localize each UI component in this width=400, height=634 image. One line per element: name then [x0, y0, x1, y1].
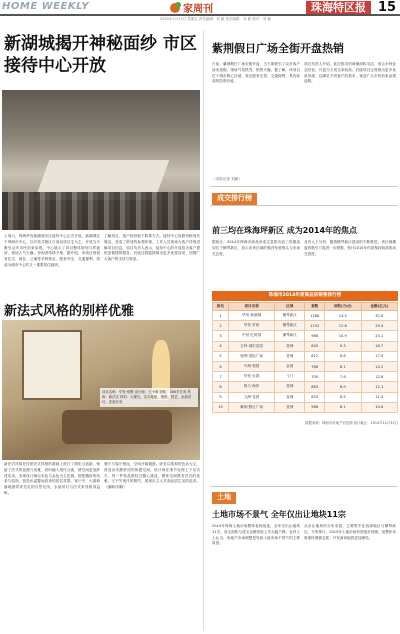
- column-header: 区域: [275, 303, 305, 311]
- rank-body-col2: 业内人士分析，随着横琴新区建设的不断推进，该区域楼盘的吸引力将进一步增强，预计2015年仍将保持较高的成交热度。: [304, 240, 396, 256]
- table-cell: 18.7: [361, 341, 398, 351]
- table-cell: 3: [213, 331, 229, 341]
- table-cell: 6.5: [325, 392, 361, 402]
- table-cell: 29.4: [361, 321, 398, 331]
- table-cell: 格力·海岸: [228, 382, 274, 392]
- table-cell: 705: [305, 372, 325, 382]
- table-cell: 中海·观园: [228, 361, 274, 371]
- table-cell: 7.6: [325, 372, 361, 382]
- table-cell: 横琴新区: [275, 311, 305, 321]
- table-cell: 7: [213, 372, 229, 382]
- dateline: 2015年1月23日 星期五 责任编辑：刘 颖 美术编辑：刘 颖 校对：刘 颖: [160, 17, 271, 21]
- table-cell: 紫荆·假日广场: [228, 402, 274, 412]
- rank-headline: 前三均在珠海坪新区 成为2014年的焦点: [212, 226, 358, 235]
- table-cell: 10.6: [361, 402, 398, 412]
- table-cell: 金湾: [275, 361, 305, 371]
- table-cell: 6: [213, 361, 229, 371]
- table-cell: 9: [213, 392, 229, 402]
- home-logo-icon: [170, 3, 180, 13]
- table-cell: 6.1: [325, 402, 361, 412]
- table-cell: 横琴新区: [275, 331, 305, 341]
- table-cell: 12.8: [325, 321, 361, 331]
- table-source-note: 数据来源：珠海市房地产信息网 统计截止：2014年12月31日: [305, 421, 398, 425]
- table-cell: 17.9: [361, 351, 398, 361]
- column-header: 项目名称: [228, 303, 274, 311]
- table-cell: 14.2: [361, 361, 398, 371]
- table-cell: 保利·国际广场: [228, 351, 274, 361]
- newspaper-name: 珠海特区报: [306, 1, 371, 14]
- table-header-row: [213, 303, 398, 311]
- table-cell: 华发·首府: [228, 321, 274, 331]
- table-cell: 6.9: [325, 382, 361, 392]
- table-row: [213, 382, 398, 392]
- section-logo: [170, 1, 213, 14]
- table-row: [213, 351, 398, 361]
- table-cell: 1102: [305, 321, 325, 331]
- table-row: [213, 331, 398, 341]
- column-header: 金额(亿元): [361, 303, 398, 311]
- land-body-col2: 从出让地块的分布来看，主要集中在西部地区与横琴新区。专家预计，2015年土地市场有望逐步回暖，但整体仍将保持谨慎态度，开发商拿地将更加理性。: [304, 524, 396, 540]
- table-row: [213, 372, 398, 382]
- table-cell: 8.1: [325, 361, 361, 371]
- table-cell: 香洲: [275, 382, 305, 392]
- table-cell: 663: [305, 382, 325, 392]
- lead-body-col2: 了解项目，客户纷纷留下联系方式。接待中心装修风格现代简洁，营造了舒适的参观环境，工作人员现场为客户详细讲解项目信息。项目负责人表示，接待中心的开放将为客户提供更便捷的服务，后续还将陆续推出更多优惠活动，回馈广大客户的支持与厚爱。: [104, 234, 200, 262]
- table-cell: 1: [213, 311, 229, 321]
- table-cell: 斗门: [275, 372, 305, 382]
- table-cell: 845: [305, 341, 325, 351]
- table-cell: 10.9: [325, 331, 361, 341]
- rank-body-col1: 据统计，2014年珠海市商品房成交量排名前三的楼盘均位于横琴新区，显示出该区域的强劲发展势头与市场关注度。: [212, 240, 300, 256]
- plaza-body-col1: 日前，紫荆假日广场全街开盘，当天即吸引了众多客户前来选购，现场气氛热烈，销售火爆。据了解，该项目位于城市核心区域，周边配套完善，交通便利，具有较高的投资价值。: [212, 62, 300, 84]
- table-cell: 11.4: [361, 392, 398, 402]
- interior-sofa: [62, 410, 172, 444]
- page-number: 15: [378, 0, 397, 15]
- villa-body-col2: 餐厅与客厅相连，空间开阔通透。卧室以柔和的色彩为主，营造出安静舒适的休憩空间。设计师在细节处理上下足功夫，每一件饰品都经过精心挑选，整体空间既有法式的优雅，又不失现代的简约，展现出主人对高品质生活的追求。（编辑/刘颖）: [104, 462, 200, 490]
- table-cell: 1286: [305, 311, 325, 321]
- table-cell: 812: [305, 351, 325, 361]
- table-cell: 8: [213, 382, 229, 392]
- rank-table-title: 珠海市2014年度商品房销售排行榜: [212, 291, 398, 301]
- table-cell: 万科·城市花园: [228, 341, 274, 351]
- land-headline: 土地市场不景气 全年仅出让地块11宗: [212, 510, 346, 519]
- interior-window: [22, 330, 82, 400]
- column-header: 套数: [305, 303, 325, 311]
- table-row: [213, 321, 398, 331]
- table-cell: 12.8: [361, 372, 398, 382]
- table-row: [213, 402, 398, 412]
- table-cell: 768: [305, 361, 325, 371]
- table-cell: 32.6: [361, 311, 398, 321]
- lead-body-col1: 上周六，珠海华发新湖城市区接待中心正式开放。新湖城位于珠海市中心，以开放式街区与高品质住宅为主，开放当天吸引众多市民前来参观。中心展示了项目整体规划与样板房，现场人气火爆，咨询者络绎不绝。据介绍，该项目规划有住宅、商业、公寓等多种物业，配套齐全，交通便利，将成为城市中心的又一重要居住板块。: [4, 234, 100, 267]
- table-cell: 横琴新区: [275, 321, 305, 331]
- exhibition-photo: [2, 90, 200, 230]
- table-cell: 620: [305, 392, 325, 402]
- table-cell: 25.1: [361, 331, 398, 341]
- villa-body-col1: 新法式风格在传统法式风格的基础上进行了简化与创新，保留了法式的浪漫与优雅，同时融入现代元素，使空间更加舒适实用。本案设计师以米色与金色为主色调，搭配精致的线条与装饰，营造出温馨而高贵的居住氛围。客厅中，大面积落地窗带来充足的自然光线，水晶吊灯与法式家具相得益彰。: [4, 462, 100, 495]
- table-row: [213, 361, 398, 371]
- column-header: 面积(万㎡): [325, 303, 361, 311]
- table-cell: 8.6: [325, 351, 361, 361]
- table-cell: 华发·水郡: [228, 372, 274, 382]
- table-cell: 香洲: [275, 392, 305, 402]
- visitor-crowd: [2, 192, 200, 230]
- section-divider: [210, 205, 398, 206]
- right-headline: 紫荆假日广场全街开盘热销: [212, 42, 344, 55]
- reporter-credit: （本报记者 刘颖）: [212, 177, 242, 181]
- section-divider: [210, 486, 398, 487]
- column-header: 排名: [213, 303, 229, 311]
- table-row: [213, 392, 398, 402]
- table-cell: 14.2: [325, 311, 361, 321]
- section-brand: HOME WEEKLY: [2, 1, 90, 12]
- villa-headline: 新法式风格的别样优雅: [4, 304, 135, 319]
- table-cell: 4: [213, 341, 229, 351]
- section-divider: [210, 186, 398, 187]
- villa-photo-caption: 项目名称：华发·别墅 设计师：王小明 面积：300平方米 风格：新法式 材料：大理石、实木地板、壁纸、铁艺、水晶吊灯、皮质沙发: [100, 388, 198, 407]
- section-name: 家周刊: [183, 4, 213, 15]
- table-cell: 九洲·花园: [228, 392, 274, 402]
- table-row: [213, 311, 398, 321]
- table-cell: 香洲: [275, 341, 305, 351]
- table-cell: 12.1: [361, 382, 398, 392]
- table-cell: 华发·新湖城: [228, 311, 274, 321]
- table-cell: 香洲: [275, 351, 305, 361]
- lead-headline: 新湖城揭开神秘面纱 市区接待中心开放: [4, 34, 197, 76]
- table-cell: 5: [213, 351, 229, 361]
- table-cell: 588: [305, 402, 325, 412]
- table-row: [213, 341, 398, 351]
- table-cell: 986: [305, 331, 325, 341]
- table-cell: 9.3: [325, 341, 361, 351]
- table-cell: 香洲: [275, 402, 305, 412]
- land-body-col1: 2014年珠海土地市场整体表现低迷，全年仅出让地块11宗，成交面积与成交金额均较上年大幅下降。业内人士认为，房地产市场调整是导致土地市场不景气的主要原因。: [212, 524, 300, 546]
- sales-rank-table: [212, 302, 398, 413]
- column-divider: [203, 30, 204, 630]
- table-cell: 中信·红树湾: [228, 331, 274, 341]
- table-cell: 10: [213, 402, 229, 412]
- land-section-tag: 土地: [212, 492, 236, 504]
- rank-section-tag: 成交排行榜: [212, 193, 257, 205]
- table-cell: 2: [213, 321, 229, 331]
- plaza-body-col2: 项目负责人介绍，此次推出的商铺面积灵活，适合多种业态经营，开盘当天成交率较高。后续项目还将推出更多优质房源，以满足不同客户的需求，欢迎广大市民前来参观选购。: [304, 62, 396, 84]
